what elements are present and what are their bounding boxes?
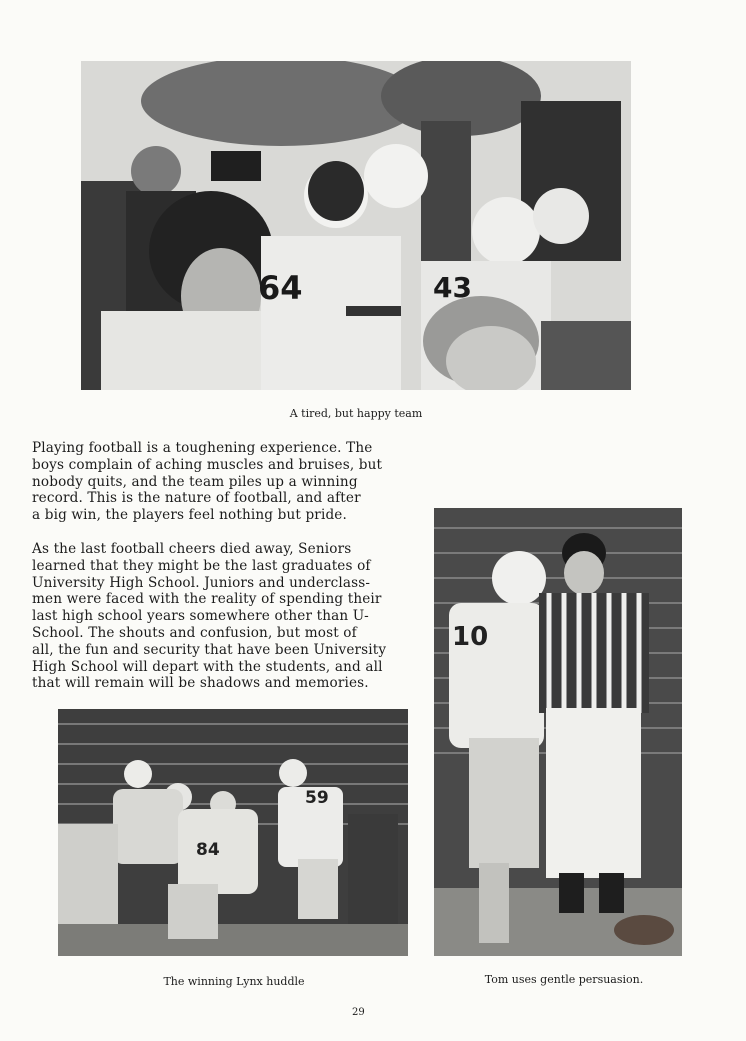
photo-tired-team xyxy=(81,61,631,390)
body-text xyxy=(32,440,422,692)
jersey-number-10: 10 xyxy=(452,622,489,652)
paragraph-seniors: As the last football cheers died away, Seniors learned that they might be the last graduates of University High School. Juniors and underclass- men were faced with the reality of spending their last high school years somewhere other than U- School. The shouts and confusion, but most of all, the fun and security that have been University High School will depart with the students, and all that will remain will be shadows and memories. xyxy=(32,540,387,692)
paragraph-football: Playing football is a toughening experience. The boys complain of aching muscles and bruises, but nobody quits, and the team piles up a winning record. This is the nature of football, and after a big win, the players feel nothing but pride. xyxy=(32,440,383,524)
photo-caption-right: Tom uses gentle persuasion. xyxy=(484,973,644,986)
photo-caption-top: A tired, but happy team xyxy=(289,407,423,420)
page-number: 29 xyxy=(352,1007,365,1018)
jersey-number-59: 59 xyxy=(305,788,329,808)
jersey-number-43: 43 xyxy=(433,271,472,304)
jersey-number-84: 84 xyxy=(196,840,220,860)
photo-gentle-persuasion xyxy=(434,508,682,956)
jersey-number-64: 64 xyxy=(258,269,303,307)
photo-caption-bottom-left: The winning Lynx huddle xyxy=(163,975,305,988)
photo-lynx-huddle xyxy=(58,709,408,956)
